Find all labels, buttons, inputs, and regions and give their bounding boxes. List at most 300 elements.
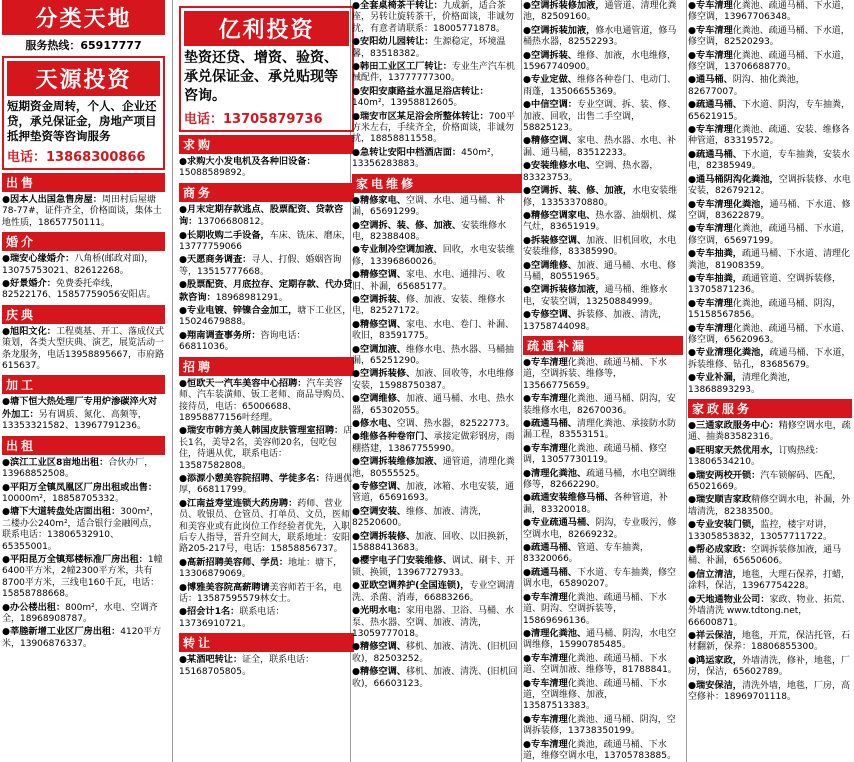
- section-header: 庆典: [2, 305, 165, 324]
- classified-ad: [688, 149, 852, 173]
- ad-heading: ●通马桶阴沟化粪池，: [688, 173, 779, 185]
- classified-ad: [2, 554, 165, 601]
- ad-heading: ●翔南调查事务所：: [179, 329, 261, 341]
- ad-heading: ●莘塍新增工业区厂房出租：: [2, 626, 121, 638]
- ad-heading: ●空调拆装、: [352, 293, 406, 305]
- ad-heading: ●疏通安装维修马桶、: [523, 492, 614, 504]
- column-3: [352, 0, 522, 762]
- ad-body: 疏通马桶、下水道、清理化粪池，81908359。: [688, 249, 850, 271]
- classified-ad: [2, 626, 165, 650]
- ad-body: 空调拆装修、水电安装，82679212。: [688, 174, 851, 197]
- box-text: 短期资金周转，个人、企业还贷，承兑保证金，房地产项目抵押垫资等咨询服务: [7, 99, 157, 143]
- ad-body: 工程奠基、开工、落成仪式策划，各类大型庆典、演艺，展览活动一条龙服务，电话13958895667，市府路615637。: [2, 326, 165, 372]
- ad-body: 通马桶、下水道、修空调，83622879。: [688, 199, 851, 221]
- ad-body: 化粪池、疏通马桶、修空调，13057730119。: [523, 443, 667, 466]
- section-header: 婚介: [2, 232, 165, 251]
- ad-body: 九成新，适合茶座，另转让旋转茶干，价格面谈，非诚勿扰，有意者请联系：18005771878。: [352, 1, 515, 34]
- ad-heading: ●清理化粪池、: [523, 467, 587, 479]
- ad-body: 清理化粪池、承接防水防漏工程，83553151。: [523, 419, 676, 441]
- page-banner-title: 分类天地: [2, 0, 165, 35]
- ad-heading: ●空调拆、装、修、加液、: [352, 219, 462, 231]
- classified-ad: [179, 279, 354, 304]
- ad-body: 维修各种卷门、电动门、雨蓬，13506655369。: [523, 75, 676, 97]
- ad-body: 塘下工业区，15024679888。: [179, 306, 352, 328]
- classified-ad: [688, 655, 852, 679]
- ad-body: 家电、热水器、水电、补漏、通马桶，83512233。: [523, 136, 676, 158]
- classified-ad: [352, 418, 522, 430]
- ad-body: 化粪池、疏通马桶、下水道，修空调，13706688770。: [688, 50, 850, 73]
- ad-heading: ●博雅美容院高薪聘请: [179, 581, 270, 593]
- ad-heading: ●拆装修空调、: [523, 234, 587, 246]
- classified-ad: [523, 468, 683, 492]
- ad-heading: ●专车清理: [523, 356, 568, 368]
- ad-heading: ●精修空调、: [523, 135, 577, 147]
- ad-body: 回收，水电安装维修，13396860026。: [352, 245, 515, 267]
- classified-ad: [352, 111, 522, 146]
- ad-section: [179, 357, 354, 631]
- ad-heading: ●修水电、: [352, 418, 397, 429]
- ad-heading: ●空调拆装、: [523, 49, 577, 61]
- ad-body: 化粪池、疏通马桶、下水道，修空调，13967706348。: [688, 1, 850, 23]
- classified-ad: [352, 481, 522, 505]
- ad-section: [179, 633, 354, 678]
- classified-ad: [352, 220, 522, 244]
- ad-heading: ●瑞安心缘婚介：: [2, 253, 75, 265]
- ad-heading: ●疏通马桶、: [523, 418, 577, 429]
- ad-heading: ●疏通马桶、: [688, 148, 742, 160]
- ad-heading: ●瑞安市区某足浴会所整体转让：: [352, 110, 489, 122]
- classified-ad: [523, 74, 683, 98]
- ad-body: 地址：塘下，13306879069。: [179, 557, 343, 580]
- column-4-drain-cleaning: [523, 336, 683, 762]
- ad-body: 地毯，大理石保养，打蜡，涂料，保洁，13967754228。: [688, 569, 850, 592]
- ad-section: [2, 375, 165, 432]
- classified-ad: [523, 418, 683, 442]
- ad-heading: ●塘下恒大热处理厂专用炉渗碳淬火对外加工：: [2, 396, 158, 420]
- ad-heading: ●专车清理: [688, 297, 733, 309]
- ad-heading: ●三通家政服务中心：: [688, 420, 779, 431]
- ad-body: 寻人、打假、婚姻咨询等，13515777668。: [179, 255, 342, 277]
- column-divider: [172, 0, 173, 762]
- classified-ad: [688, 0, 852, 24]
- ad-body: 专业空调清洗、杀菌、消毒，66883266。: [352, 581, 515, 603]
- section-header: 疏通补漏: [523, 336, 683, 355]
- ad-body: 清理化粪池，13868893293。: [688, 373, 796, 395]
- ad-heading: ●专车清理: [523, 713, 568, 725]
- classified-ad: [688, 594, 852, 629]
- ad-heading: ●安阳安康路益水温足浴店转让：: [352, 85, 489, 97]
- ad-body: 化粪池，疏通马桶、阴沟，15158567856。: [688, 298, 841, 321]
- ad-heading: ●祥云保洁，: [688, 629, 742, 641]
- classified-ad: [523, 185, 683, 209]
- ad-body: 下水道，专车抽粪，安装水电，82385949。: [688, 149, 850, 172]
- classified-ad: [352, 86, 522, 110]
- ad-heading: ●塘下大道转盘处店面出租：: [2, 506, 121, 518]
- ad-body: 待遇优厚，66811799。: [179, 473, 352, 496]
- classified-ad: [523, 592, 683, 627]
- classified-ad: [352, 319, 522, 343]
- classified-ad: [688, 347, 852, 371]
- classified-ad: [688, 74, 852, 98]
- classified-ad: [2, 482, 165, 506]
- ad-body: 10000m²，18858705332。: [2, 493, 124, 504]
- ad-body: 移机、加液、清洗、(旧机回收)，82503252。: [352, 642, 518, 664]
- classified-ad: [352, 344, 522, 368]
- ad-heading: ●疏通马桶、: [688, 99, 742, 111]
- box-phone: 电话：13705879736: [184, 112, 323, 127]
- classified-ad: [352, 393, 522, 417]
- ad-body: 化粪池、疏通马桶、下水道，空调拆装、维修等，13566775659。: [523, 357, 667, 391]
- ad-body: 空调拆装修加液，通马桶、补漏，65650606。: [688, 545, 842, 567]
- ad-body: 4120平方米，13906876337。: [2, 627, 162, 649]
- section-header: 家电维修: [352, 174, 522, 193]
- tianyuan-investment-box: [2, 56, 165, 170]
- ad-heading: ●全套桌椅茶干转让：: [352, 0, 443, 11]
- classified-ad: [179, 204, 354, 229]
- column-1-sections: [2, 173, 165, 650]
- classified-ad: [688, 50, 852, 74]
- ad-body: 加液、通马桶、水电、热水器，65302055。: [352, 394, 514, 416]
- ad-heading: ●空调拆、装、修、加液，: [523, 185, 633, 197]
- classified-ad: [2, 326, 165, 373]
- classified-ad: [352, 431, 522, 455]
- ad-heading: ●精修空调、: [352, 318, 406, 330]
- ad-body: 通管道、清理化粪池，82509160。: [523, 1, 677, 23]
- ad-body: 加液，冰箱、水电安装，通管道，65691693。: [352, 482, 514, 504]
- classified-ad: [688, 199, 852, 223]
- classified-ad: [523, 628, 683, 652]
- ad-body: 700平方米左右，手续齐全，价格面谈，非诚勿扰，18858811558。: [352, 111, 515, 145]
- ad-heading: ●专业定做、: [523, 74, 577, 86]
- ad-heading: ●空调拆装修加液，: [523, 284, 605, 296]
- ad-heading: ●股票配资、月底拉存、定期存款、代办贷款咨询：: [179, 279, 353, 303]
- ad-heading: ●好景婚介：: [2, 278, 56, 290]
- classified-ad: [352, 368, 522, 392]
- ad-body: 热水器、油烟机、煤气灶，83651919。: [523, 210, 677, 233]
- classified-ad: [523, 492, 683, 516]
- ad-heading: ●空调拆装修加液，: [523, 0, 605, 11]
- ad-section: [352, 174, 522, 690]
- ad-body: 化粪池、疏通、安装、维修各种管道，83319572。: [688, 125, 850, 147]
- classified-ad: [523, 714, 683, 738]
- classified-ad: [688, 630, 852, 654]
- ad-heading: ●恒欧天一汽车美容中心招聘：: [179, 377, 307, 389]
- ad-body: 调试、刷卡、开锁、换锁，13967727933。: [352, 556, 515, 578]
- ad-heading: ●平阳万全镇凤凰区厂房出租或出售：: [2, 481, 158, 493]
- ad-heading: ●天愿商务调查：: [179, 254, 252, 266]
- ad-heading: ●光明水电：: [352, 605, 406, 617]
- ad-body: 精修空调水电，疏通、抽粪83582316。: [688, 421, 851, 443]
- ad-body: 修水电通管道，修马桶热水器，82552293。: [523, 25, 677, 48]
- classified-ad: [352, 641, 522, 665]
- ad-body: 家政、物业、拓荒、外墙清洗 www.tdtong.net，66600871。: [688, 594, 851, 628]
- classified-ad: [352, 36, 522, 60]
- ad-body: 通管道，清理化粪池，80555525。: [352, 457, 515, 479]
- classified-ad: [523, 50, 683, 74]
- ad-heading: ●专车清理: [688, 322, 733, 334]
- section-header: 加工: [2, 375, 165, 394]
- ad-heading: ●专车抽粪，: [688, 272, 742, 284]
- classified-ad: [352, 61, 522, 85]
- classified-ad: [352, 294, 522, 318]
- ad-heading: ●专修空调、: [352, 481, 406, 493]
- ad-body: 维修、加液，水电维修，15967740900。: [523, 50, 676, 73]
- section-header: 招聘: [179, 357, 354, 376]
- ad-heading: ●樱宇电子门安装维修、: [352, 555, 452, 567]
- box-text: 垫资还贷、增资、验资、承兑保证金、承兑贴现等咨询。: [184, 50, 338, 104]
- box-title: 亿利投资: [184, 11, 349, 46]
- classified-ad: [523, 25, 683, 49]
- ad-heading: ●安阳幼儿园转让：: [352, 36, 434, 48]
- ad-heading: ●疏通马桶、: [523, 566, 577, 578]
- ad-heading: ●专业补漏，: [688, 372, 742, 384]
- section-header: 家政服务: [688, 399, 852, 418]
- classified-ad: [179, 654, 354, 678]
- ad-heading: ●空调加液、: [352, 343, 406, 355]
- ad-body: 地毯，开荒，保洁托管，石材翻新，保养：18806855300。: [688, 630, 850, 653]
- ad-heading: ●通马桶、: [688, 74, 733, 86]
- box-title: 天源投资: [7, 61, 160, 96]
- ad-heading: ●瑞安顺吉家政: [688, 494, 752, 506]
- ad-heading: ●专车清理: [688, 24, 733, 36]
- classified-ad: [688, 445, 852, 469]
- ad-body: 水电安装维修，13353370880。: [523, 186, 678, 208]
- ad-heading: ●专车清理: [688, 0, 733, 11]
- classified-ad: [523, 260, 683, 284]
- ad-heading: ●专车清理: [523, 677, 568, 689]
- ad-body: 另有调质、氮化、高频等，13353321582、13967791236。: [2, 409, 147, 432]
- ad-heading: ●专业制冷空调加液、: [352, 244, 443, 256]
- ad-body: 拆装修、加液、清洗，13758744098。: [523, 310, 667, 332]
- ad-heading: ●天地通物业公司：: [688, 593, 770, 605]
- ad-body: 管道、专车抽粪，83320066。: [523, 543, 649, 565]
- column-3-transfer-ads: [352, 0, 522, 171]
- ad-body: 生源稳定，环境温馨，83518382。: [352, 37, 506, 59]
- ad-body: 通马桶、阴沟，水电空调维修，15990785485。: [523, 628, 677, 651]
- ad-body: 疏通马桶、下水道，拆装维修、钻孔，83685679。: [688, 348, 851, 370]
- section-header: 商务: [179, 183, 354, 202]
- ad-body: 15088589892。: [179, 168, 251, 179]
- ad-body: 店长1名，美导2名，美容师20名，包吃包住，待遇从优，联系电话：13587582808。: [179, 426, 353, 471]
- classified-ad: [2, 457, 165, 481]
- classified-ad: [523, 517, 683, 541]
- ad-body: 八角桥(邮政对面)，13075753021、82612268。: [2, 254, 154, 276]
- ad-body: 阴沟、抽化粪池，82677007。: [688, 75, 805, 97]
- ad-section: [2, 436, 165, 651]
- ad-heading: ●急转让安阳中档酒店面：: [352, 146, 462, 158]
- ad-heading: ●求购大小发电机及各种旧设备：: [179, 156, 316, 167]
- classified-ad: [523, 235, 683, 259]
- classified-ad: [179, 156, 354, 180]
- classified-ad: [523, 567, 683, 591]
- classified-ad: [2, 194, 165, 229]
- classified-ad: [688, 519, 852, 543]
- ad-body: 450m²，13356283883。: [352, 147, 500, 170]
- ad-heading: ●专修空调、: [523, 309, 577, 321]
- ad-heading: ●专业电镀、锌镍合金加工，: [179, 305, 298, 317]
- ad-heading: ●空调拆装加液，: [523, 24, 596, 36]
- classified-ad: [688, 174, 852, 198]
- section-header: 转让: [179, 633, 354, 652]
- ad-heading: ●空调维修、: [523, 259, 577, 271]
- ad-section: [2, 232, 165, 302]
- ad-heading: ●精修空调、: [352, 269, 406, 281]
- classified-ad: [352, 605, 522, 640]
- classified-ad: [352, 0, 522, 35]
- classified-ad: [523, 653, 683, 677]
- ad-body: 家用电器、卫浴、马桶、水泵、热水器、空调、加液、清洗，13059777018。: [352, 606, 514, 639]
- ad-body: 周田村后屋塘78-77#，证件齐全，价格面谈，集体土地性质，18657750111。: [2, 195, 162, 228]
- ad-body: 阴沟，专业吸污，修空调水电，82669232。: [523, 518, 677, 540]
- ad-body: 各种管道，补漏，83320018。: [523, 493, 668, 515]
- ad-body: 140m²，13958812605。: [352, 98, 463, 109]
- ad-body: 化粪池、疏通马桶、下水道、空调加液、维修等，81788841。: [523, 653, 677, 676]
- ad-body: 化粪池、通马桶、阴沟，空调拆装修，13738350199。: [523, 714, 676, 737]
- classified-ad: [352, 666, 522, 690]
- classified-ad: [688, 273, 852, 297]
- ad-body: 化粪池、疏通马桶、下水道、修空调，65620963。: [688, 323, 850, 345]
- classified-ad: [2, 602, 165, 626]
- classified-ad: [352, 555, 522, 579]
- classified-ad: [179, 230, 354, 254]
- classified-ad: [179, 305, 354, 329]
- classified-ad: [688, 420, 852, 444]
- ad-body: 证全，联系电话：15168705805。: [179, 655, 315, 677]
- ad-heading: ●办公楼出租：: [2, 601, 66, 613]
- classified-ad: [523, 739, 683, 762]
- service-hotline: 服务热线：65917777: [25, 39, 142, 52]
- classified-ad: [523, 678, 683, 713]
- classified-ad: [523, 309, 683, 333]
- ad-heading: ●帮必成家政：: [688, 544, 752, 556]
- section-header: 出租: [2, 436, 165, 455]
- ad-heading: ●中信空调：: [523, 99, 577, 111]
- ad-body: 化粪池、疏通马桶、下水道、阴沟、空调拆装等，15869696136。: [523, 592, 667, 626]
- ad-body: 免费委托牵线，82522176、15857759056安阳店。: [2, 279, 156, 301]
- ad-body: 加液、旧机回收，水电安装维修，83385990。: [523, 235, 677, 258]
- ad-body: 合伙办厂，13968852508。: [2, 457, 154, 480]
- ad-section: [523, 336, 683, 762]
- classified-ad: [688, 323, 852, 347]
- ad-body: 化粪池、疏通马桶、下水道，修空调，82520293。: [688, 25, 850, 48]
- ad-heading: ●空调维修、: [352, 393, 406, 405]
- classified-ad: [688, 569, 852, 593]
- ad-body: 咨询电话：66811036。: [179, 330, 306, 353]
- classified-ad: [688, 544, 852, 568]
- ad-heading: ●亚欧空调养护(全国连锁)，: [352, 580, 470, 592]
- ad-body: 空调、热水器，83323753。: [523, 161, 659, 183]
- ad-heading: ●专车清理: [523, 442, 568, 454]
- ad-heading: ●长期收购二手设备，: [179, 229, 270, 241]
- ad-body: 1幢6400平方米，2幢2300平方米，共有8700平方米，三线电160千瓦，电话：15858788668。: [2, 554, 163, 600]
- ad-body: 家电、水电、通排污、收旧、补漏，65685177。: [352, 270, 505, 292]
- ad-body: 维修水电、热水器、马桶抽漏，65251290。: [352, 344, 514, 366]
- ad-heading: ●信立清洁，: [688, 568, 742, 580]
- ad-body: 下水道、阴沟，专车抽粪，65621915。: [688, 100, 850, 122]
- ad-body: 联系电话：13736910721。: [179, 607, 285, 629]
- ad-body: 修、加液、安装、维修水电，82527172。: [352, 294, 505, 317]
- ad-body: 美容师若干名，电话：13587595579林女士。: [179, 582, 342, 604]
- ad-heading: ●清理化粪池、: [523, 627, 587, 639]
- classified-ad: [688, 372, 852, 396]
- ad-body: 疏通管道、空调拆装修，13705871236。: [688, 273, 841, 296]
- classified-ad: [2, 278, 165, 302]
- ad-body: 承接定做彩钢房，雨棚搭建，13867755990。: [352, 432, 515, 454]
- ad-body: 车床、铣床、磨床，13777759066: [179, 230, 351, 253]
- ad-heading: ●安装维修水电、: [523, 160, 596, 172]
- ad-heading: ●专车清理: [688, 124, 733, 136]
- column-2: [179, 0, 354, 762]
- column-5: [688, 0, 852, 762]
- ad-heading: ●瑞安市韩方美人韩国皮肤管理室招聘：: [179, 425, 344, 437]
- classified-ad: [523, 0, 683, 24]
- ad-body: 汽车锁解码、匹配，65021669。: [688, 470, 842, 493]
- ad-heading: ●空调拆装修、: [352, 368, 416, 380]
- ad-body: 移机、加液、清洗、(旧机回收)，66603123。: [352, 667, 518, 689]
- ad-heading: ●滨江工业区8亩地出租：: [2, 456, 109, 468]
- ad-section: [2, 173, 165, 229]
- ad-heading: ●添源小憩美容院招聘、学徒多名：: [179, 472, 325, 484]
- classified-ad: [179, 606, 354, 630]
- ad-heading: ●精修空调、: [352, 666, 406, 678]
- ad-body: 化粪池，疏通马桶、下水道，维修空调水电，13705783885。: [523, 739, 676, 761]
- ad-heading: ●精修空调、: [352, 641, 406, 653]
- ad-heading: ●韩田工业区工厂转让：: [352, 61, 452, 73]
- ad-body: 空调、热水器，82522773。: [396, 419, 515, 429]
- classified-ad: [352, 244, 522, 268]
- ad-heading: ●空调安装、: [352, 505, 406, 517]
- ad-section: [2, 305, 165, 373]
- classified-ad: [523, 393, 683, 417]
- column-4: [523, 0, 683, 762]
- ad-heading: ●专业清理化粪池，: [688, 347, 770, 359]
- column-1: [2, 0, 165, 762]
- classified-ad: [688, 99, 852, 123]
- classified-ad: [688, 124, 852, 148]
- ad-heading: ●平阳昆万全镇郑楼标准厂房出租：: [2, 553, 148, 565]
- ad-body: 下水道、专车抽粪，修空调水电，65890207。: [523, 567, 676, 590]
- classified-ad: [179, 254, 354, 278]
- ad-body: 加液、回收等，水电维修安装，15988750387。: [352, 369, 515, 391]
- ad-body: 化粪池、通马桶、阴沟，安装维修水电，82670036。: [523, 394, 676, 416]
- ad-heading: ●专车清理: [688, 223, 733, 235]
- ad-body: 汽车美容师、汽车装潢师、钣工老师、商品导购员、接待员，电话：65006688、18958877156叶经理。: [179, 378, 351, 423]
- classified-ad: [352, 147, 522, 171]
- column-5-drain-ads: [688, 0, 852, 396]
- classified-ad: [688, 680, 852, 704]
- classified-ad: [523, 284, 683, 308]
- classified-ad: [2, 396, 165, 432]
- ad-body: 800m²，水电、空调齐全，18968908787。: [2, 602, 158, 624]
- classified-ad: [352, 269, 522, 293]
- ad-heading: ●江南益寿堂连锁大药房聘：: [179, 497, 298, 509]
- column-divider: [686, 0, 687, 762]
- ad-body: 外墙清洗，修补，地毯，厂房，保洁，65602789。: [688, 655, 850, 678]
- ad-heading: ●高新招聘美容师、学员：: [179, 556, 289, 568]
- classified-ad: [688, 298, 852, 322]
- ad-body: 订购热线：13806534210。: [688, 445, 824, 468]
- ad-body: 通马桶、维修水电，安装空调，13250884999。: [523, 285, 668, 307]
- column-2-sections: [179, 135, 354, 678]
- ad-body: 清洗外墙，地毯，厂房，高空修补：18969701118。: [688, 680, 850, 702]
- ad-body: 专业空调、拆、装、修、加液、回收，出售二手空调，58825123。: [523, 100, 676, 134]
- classified-ad: [179, 498, 354, 556]
- classified-ad: [352, 580, 522, 604]
- classified-ad: [523, 210, 683, 234]
- classified-ad: [523, 135, 683, 159]
- ad-heading: ●旭阳文化：: [2, 325, 56, 337]
- ad-body: 监控，楼宇对讲，13305853832，13057711722。: [688, 520, 833, 542]
